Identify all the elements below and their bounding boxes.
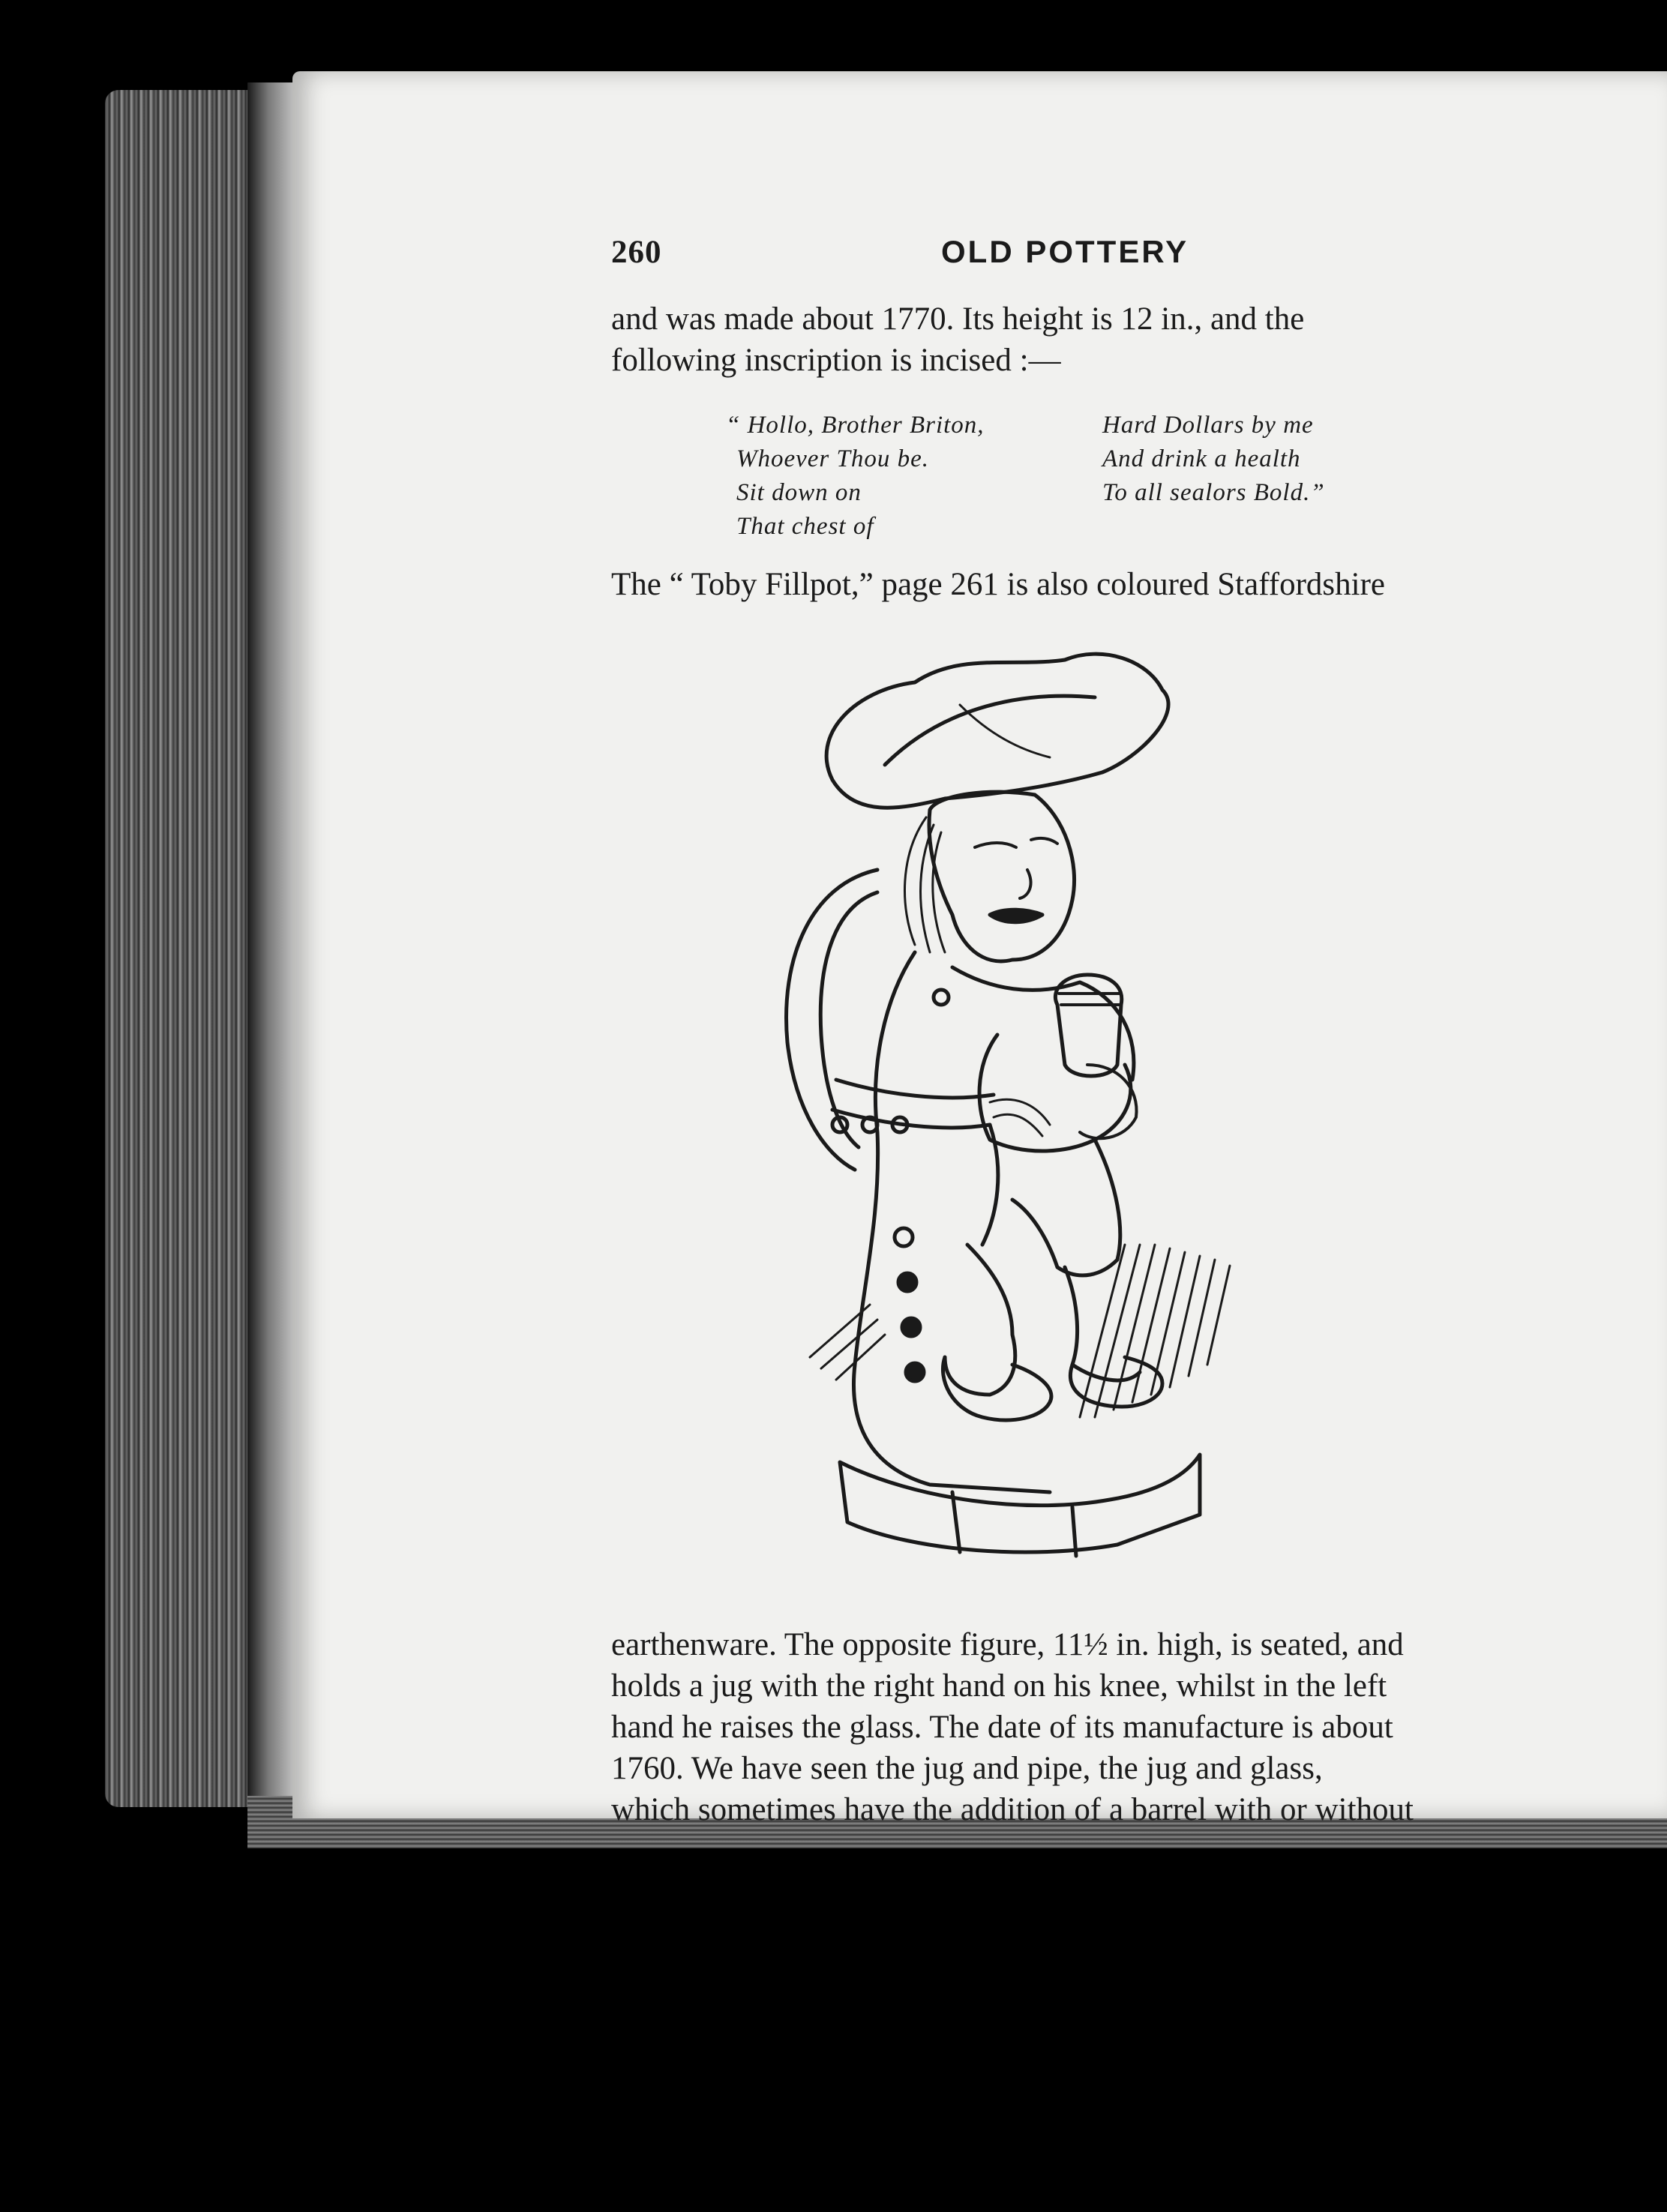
toby-jug-illustration: [765, 645, 1350, 1597]
text-line: 1760. We have seen the jug and pipe, the jug and glass,: [611, 1751, 1323, 1786]
held-jug: [1055, 975, 1121, 1076]
coat: [853, 952, 1050, 1492]
text-line: and was made about 1770. Its height is 12 in., and the: [611, 301, 1305, 337]
verse-line: Sit down on: [736, 479, 862, 506]
paragraph-toby-fillpot: [611, 564, 1541, 605]
tricorn-hat: [826, 654, 1168, 808]
paragraph-description: [611, 1624, 1541, 1830]
text-line: following inscription is incised :—: [611, 343, 1061, 378]
inscription-left-column: [726, 409, 985, 544]
face: [929, 792, 1075, 961]
text-line: earthenware. The opposite figure, 11½ in. high, is seated, and: [611, 1627, 1404, 1662]
shadow-hatching: [810, 1245, 1230, 1417]
inscription-right-column: [1102, 409, 1325, 510]
legs: [982, 1125, 1120, 1275]
page-number: 260: [611, 235, 662, 270]
text-line: hand he raises the glass. The date of its manufacture is about: [611, 1710, 1393, 1745]
verse-line: And drink a health: [1102, 445, 1301, 472]
running-title: OLD POTTERY: [941, 234, 1189, 269]
verse-line: Whoever Thou be.: [736, 445, 930, 472]
paragraph-intro: [611, 298, 1541, 381]
verse-line: That chest of: [736, 513, 874, 540]
text-line: holds a jug with the right hand on his knee, whilst in the left: [611, 1668, 1387, 1704]
arm: [979, 1035, 1131, 1151]
verse-line: “ Hollo, Brother Briton,: [726, 412, 985, 439]
verse-line: Hard Dollars by me: [1102, 412, 1314, 439]
verse-line: To all sealors Bold.”: [1102, 479, 1325, 506]
running-head: [611, 234, 1541, 276]
text-line: which sometimes have the addition of a barrel with or without: [611, 1792, 1414, 1827]
text-line: The “ Toby Fillpot,” page 261 is also coloured Staffordshire: [611, 567, 1385, 602]
